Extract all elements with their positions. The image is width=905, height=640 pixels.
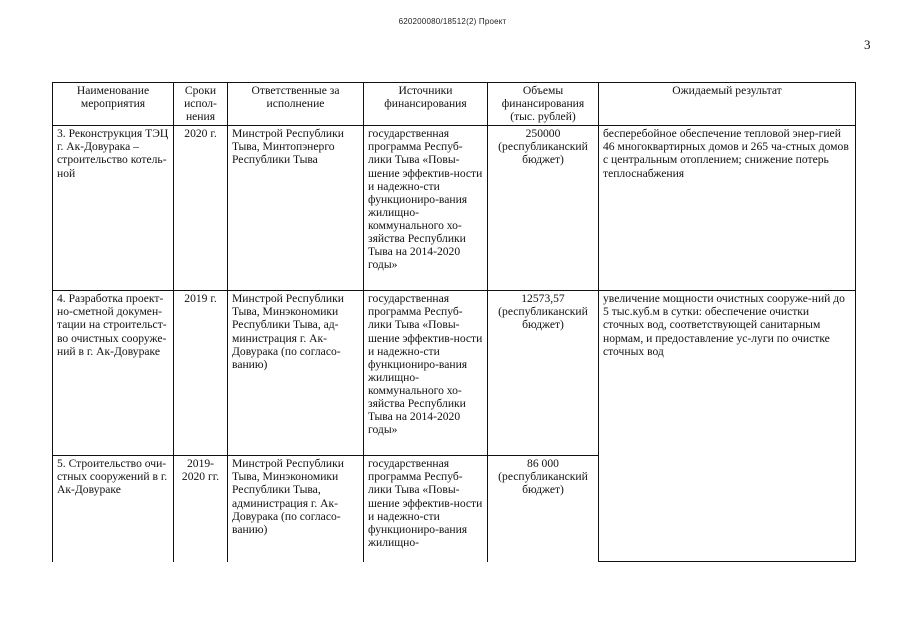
table-row xyxy=(53,291,856,456)
funding-volume-cell xyxy=(488,126,599,291)
funding-volume-value: 12573,57 xyxy=(521,292,565,306)
term-cell: 2019 г. xyxy=(174,291,228,456)
funding-source-cell: государственная программа Респуб-лики Тыва «Повы-шение эффектив-ности и надежно-сти функциониро-вания жилищно- xyxy=(364,456,488,562)
funding-volume-cell xyxy=(488,456,599,562)
funding-volume-note: (республиканский бюджет) xyxy=(498,140,588,167)
funding-volume-value: 250000 xyxy=(525,127,561,141)
table-row xyxy=(53,126,856,291)
funding-source-cell: государственная программа Респуб-лики Тыва «Повы-шение эффектив-ности и надежно-сти функциониро-вания жилищно-коммунального хо-зяйства Республики Тыва на 2014-2020 годы» xyxy=(364,291,488,456)
funding-volume-note: (республиканский бюджет) xyxy=(498,470,588,497)
expected-result-cell: бесперебойное обеспечение тепловой энер-гией 46 многоквартирных домов и 265 ча-стных домов с центральным отоплением; снижение потерь теплоснабжения xyxy=(599,126,856,291)
document-id-header: 620200080/18512(2) Проект xyxy=(398,17,507,26)
measures-table xyxy=(52,82,856,562)
page-number: 3 xyxy=(864,37,871,52)
funding-volume-note: (республиканский бюджет) xyxy=(498,305,588,332)
measure-name-cell: 4. Разработка проект-но-сметной докумен-тации на строительст-во очистных сооруже-ний в г. Ак-Довураке xyxy=(53,291,174,456)
expected-result-cell: увеличение мощности очистных сооруже-ний до 5 тыс.куб.м в сутки: обеспечение очистки сточных вод, соответствующей санитарным нормам, и предоставление ус-луги по очистке сточных вод xyxy=(599,291,856,562)
responsible-cell: Минстрой Республики Тыва, Минтопэнерго Республики Тыва xyxy=(228,126,364,291)
term-cell: 2020 г. xyxy=(174,126,228,291)
column-header-result: Ожидаемый результат xyxy=(599,83,856,126)
responsible-cell: Минстрой Республики Тыва, Минэкономики Республики Тыва, администрация г. Ак-Довурака (по согласо-ванию) xyxy=(228,456,364,562)
table-header-row xyxy=(53,83,856,126)
column-header-source: Источники финансирования xyxy=(364,83,488,126)
term-cell: 2019-2020 гг. xyxy=(174,456,228,562)
measure-name-cell: 3. Реконструкция ТЭЦ г. Ак-Довурака – строительство котель-ной xyxy=(53,126,174,291)
column-header-responsible: Ответственные за исполнение xyxy=(228,83,364,126)
funding-source-cell: государственная программа Респуб-лики Тыва «Повы-шение эффектив-ности и надежно-сти функциониро-вания жилищно-коммунального хо-зяйства Республики Тыва на 2014-2020 годы» xyxy=(364,126,488,291)
funding-volume-value: 86 000 xyxy=(527,457,559,471)
column-header-term: Сроки испол-нения xyxy=(174,83,228,126)
column-header-volume: Объемы финансирования (тыс. рублей) xyxy=(488,83,599,126)
responsible-cell: Минстрой Республики Тыва, Минэкономики Республики Тыва, ад-министрация г. Ак-Довурака (по согласо-ванию) xyxy=(228,291,364,456)
funding-volume-cell xyxy=(488,291,599,456)
measure-name-cell: 5. Строительство очи-стных сооружений в г. Ак-Довураке xyxy=(53,456,174,562)
column-header-name: Наименование мероприятия xyxy=(53,83,174,126)
